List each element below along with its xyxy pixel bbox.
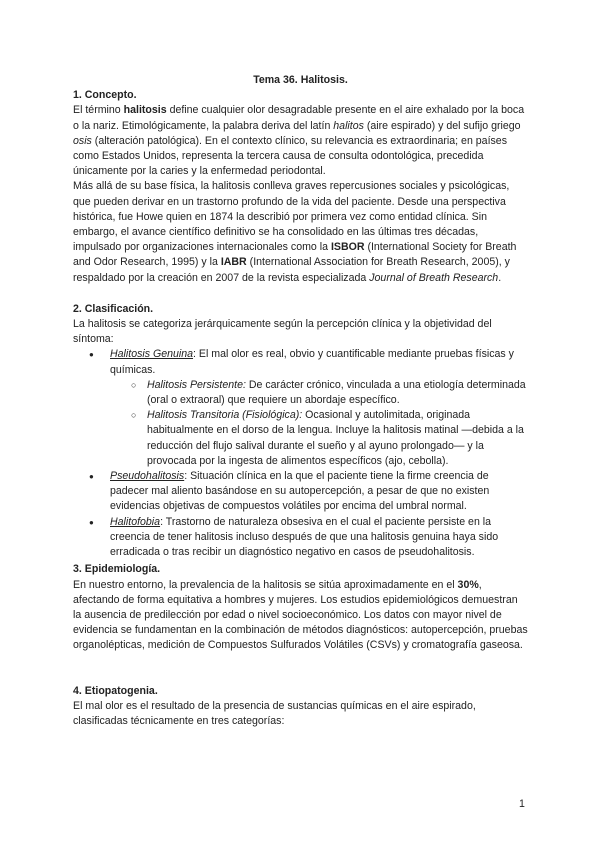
document-page [73, 73, 528, 729]
list-item: ● Halitofobia: Trastorno de naturaleza obsesiva en el cual el paciente persiste en la creencia de tener halitosis incluso después de que una halitosis genuina haya sido erradicada o tras recibir un diagnóstico negativo en casos de pseudohalitosis. [73, 515, 528, 561]
term-label: Halitofobia [110, 515, 161, 528]
paragraph: El término halitosis define cualquier olor desagradable presente en el aire exhalado por la boca o la nariz. Etimológicamente, la palabra deriva del latín halitos (aire espirado) y del sufijo griego osis (alteración patológica). En el contexto clínico, su relevancia es extraordinaria; en países como Estados Unidos, representa la tercera causa de consulta odontológica, precedida únicamente por la caries y la enfermedad periodontal. [73, 104, 525, 178]
list-item: ○ Halitosis Transitoria (Fisiológica): Ocasional y autolimitada, originada habitualmente en el dorso de la lengua. Incluye la halitosis matinal —debida a la reducción del flujo salival durante el sueño y al ayuno prolongado— y la provocada por la ingesta de alimentos específicos (ajo, cebolla). [110, 408, 528, 469]
sub-list [110, 378, 528, 469]
section-epidemiologia [73, 562, 528, 653]
section-heading: 2. Clasificación. [73, 302, 154, 315]
paragraph: El mal olor es el resultado de la presencia de sustancias químicas en el aire espirado, clasificadas técnicamente en tres categorías: [73, 699, 476, 727]
paragraph: En nuestro entorno, la prevalencia de la halitosis se sitúa aproximadamente en el 30%, afectando de forma equitativa a hombres y mujeres. Los estudios epidemiológicos demuestran la ausencia de predilección por edad o nivel socioeconómico. Los datos con mayor nivel de evidencia se fundamentan en la combinación de métodos diagnósticos: autopercepción, pruebas organolépticas, medición de Compuestos Sulfurados Volátiles (CSVs) y cromatografía gaseosa. [73, 578, 528, 652]
list-item: ○ Halitosis Persistente: De carácter crónico, vinculada a una etiología determinada (oral o extraoral) que requiere un abordaje específico. [110, 378, 528, 408]
page-title: Tema 36. Halitosis. [253, 74, 348, 86]
section-heading: 4. Etiopatogenia. [73, 684, 158, 697]
term-label: Halitosis Genuina [110, 348, 194, 361]
paragraph: La halitosis se categoriza jerárquicamente según la percepción clínica y la objetividad del síntoma: [73, 318, 492, 346]
section-heading: 3. Epidemiología. [73, 563, 161, 576]
page-number: 1 [519, 798, 525, 810]
paragraph: Más allá de su base física, la halitosis conlleva graves repercusiones sociales y psicológicas, que pueden derivar en un trastorno profundo de la vida del paciente. Desde una perspectiva histórica, fue Howe quien en 1874 la describió por primera vez como entidad clínica. Sin embargo, el avance científico definitivo se ha consolidado en las últimas tres décadas, impulsado por organizaciones internacionales como la ISBOR (International Society for Breath and Odor Research, 1995) y la IABR (International Association for Breath Research, 2005), y respaldado por la creación en 2007 de la revista especializada Journal of Breath Research. [73, 180, 517, 284]
list-item: ● Pseudohalitosis: Situación clínica en la que el paciente tiene la firme creencia de padecer mal aliento basándose en su autopercepción, a pesar de que no existen evidencias objetivas de compuestos volátiles por encima del umbral normal. [73, 469, 528, 515]
section-concepto [73, 88, 528, 286]
bullet-list [73, 347, 528, 560]
term-label: Pseudohalitosis [110, 470, 185, 483]
section-etiopatogenia [73, 684, 528, 730]
section-clasificacion [73, 302, 528, 560]
list-item: ● Halitosis Genuina: El mal olor es real, obvio y cuantificable mediante pruebas físicas y químicas. ○ Halitosis Persistente: De carácter crónico, vinculada a una etiología determinada (oral o extraoral) que requiere un abordaje específico. ○ Halitosis Transitoria (Fisiológica): Ocasional y autolimitada, originada habitualmente en el dorso de la lengua. Incluye la halitosis matinal —debida a la reducción del flujo salival durante el sueño y al ayuno prolongado— y la provocada por la ingesta de alimentos específicos (ajo, cebolla). [73, 347, 528, 469]
section-heading: 1. Concepto. [73, 89, 137, 102]
